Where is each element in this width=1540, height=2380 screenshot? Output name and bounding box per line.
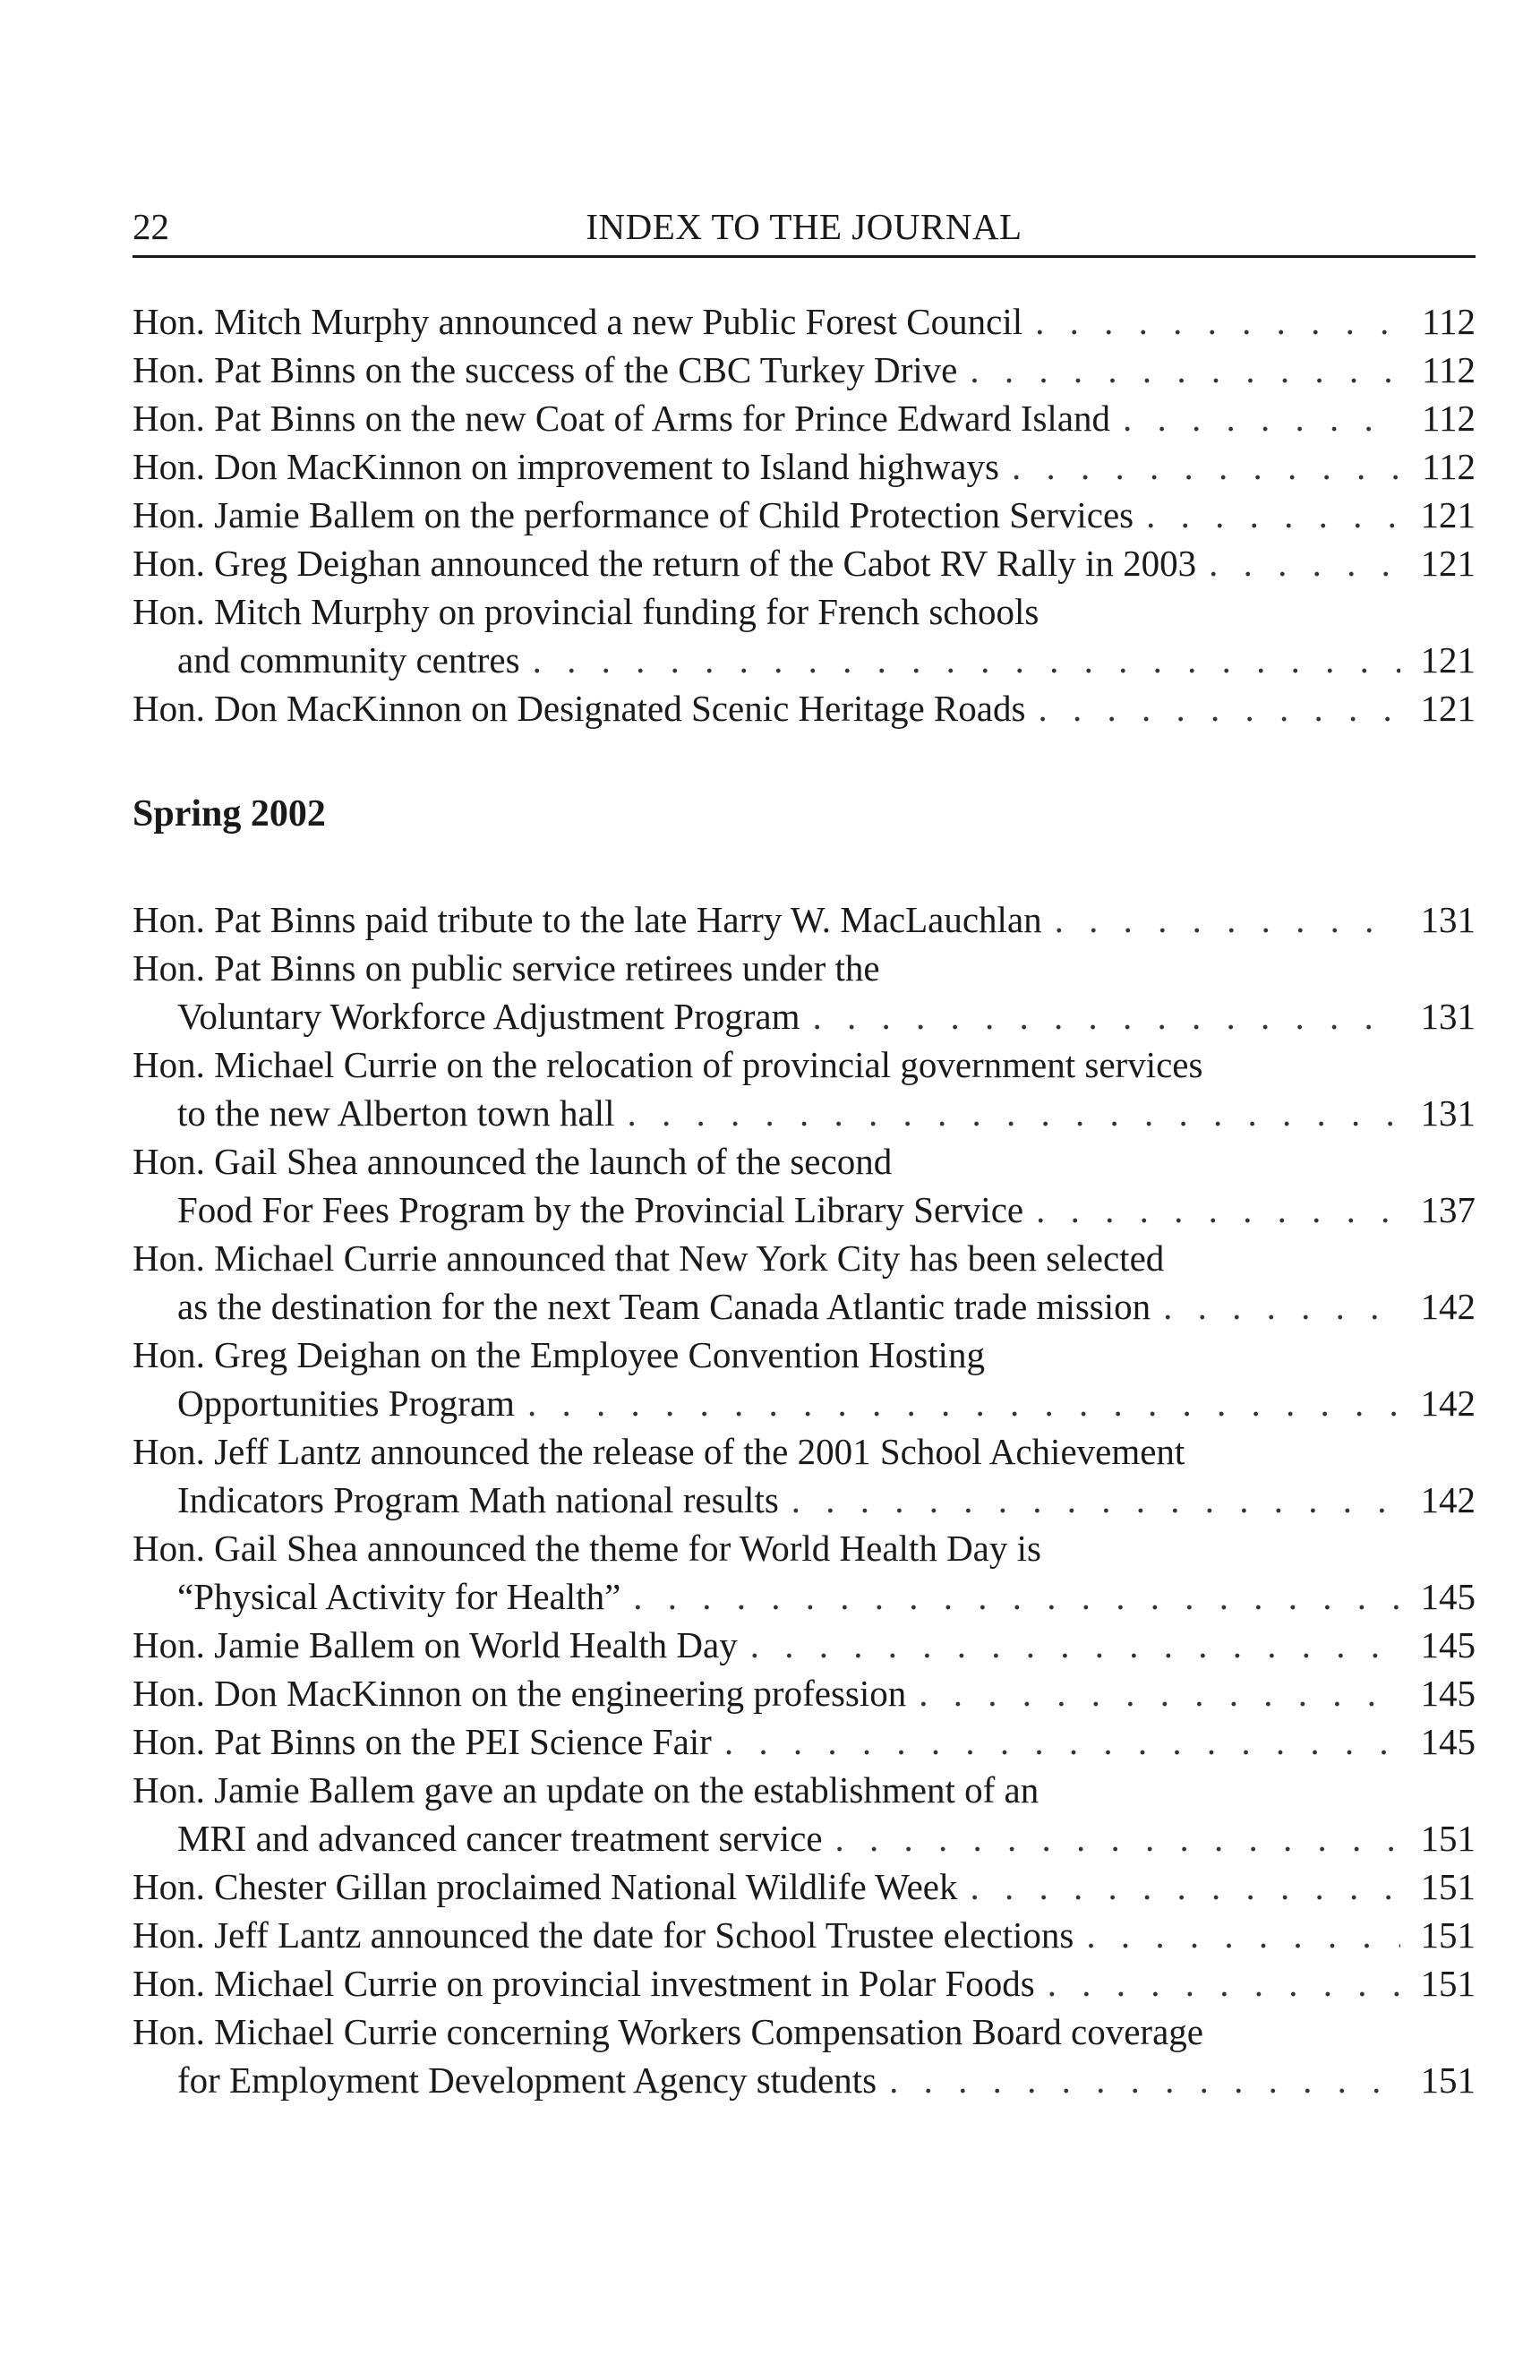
index-entry-list [133, 895, 1476, 2104]
entry-text: Hon. Jamie Ballem gave an update on the establishment of an [133, 1769, 1040, 1811]
entry-text: Hon. Don MacKinnon on Designated Scenic Heritage Roads [133, 688, 1026, 729]
dot-leader [1012, 442, 1400, 491]
entry-text: Hon. Mitch Murphy announced a new Public Forest Council [133, 301, 1023, 342]
index-section [133, 297, 1476, 732]
entry-first-line [133, 1959, 1476, 2008]
entry-first-line [133, 1717, 1476, 1766]
index-entry [133, 1717, 1476, 1766]
dot-leader [970, 346, 1400, 394]
dot-leader [919, 1669, 1400, 1717]
entry-page-number: 145 [1420, 1673, 1476, 1714]
entry-page-number: 142 [1420, 1479, 1476, 1520]
entry-continuation-line [133, 1379, 1476, 1427]
entry-continuation-line [133, 1282, 1476, 1331]
entry-first-line [133, 684, 1476, 732]
entry-text: Indicators Program Math national results [177, 1479, 779, 1520]
dot-leader [527, 1379, 1400, 1427]
entry-text: Hon. Pat Binns on the new Coat of Arms for Prince Edward Island [133, 398, 1111, 439]
index-entry [133, 587, 1476, 684]
dot-leader [835, 1814, 1400, 1862]
entry-page-number: 131 [1420, 996, 1476, 1037]
entry-text: Hon. Michael Currie concerning Workers Compensation Board coverage [133, 2011, 1203, 2052]
dot-leader [724, 1717, 1400, 1766]
entry-text: Hon. Jeff Lantz announced the release of the 2001 School Achievement [133, 1431, 1185, 1472]
entry-page-number: 112 [1422, 398, 1476, 439]
entry-text: Food For Fees Program by the Provincial Library Service [177, 1189, 1024, 1230]
page-header [133, 201, 1476, 258]
entry-page-number: 131 [1420, 1092, 1476, 1134]
entry-page-number: 112 [1422, 446, 1476, 487]
entry-text: as the destination for the next Team Canada Atlantic trade mission [177, 1286, 1151, 1327]
dot-leader [1146, 491, 1400, 539]
index-entry [133, 346, 1476, 394]
index-entry [133, 442, 1476, 491]
index-entry [133, 1234, 1476, 1331]
dot-leader [1086, 1911, 1400, 1959]
entry-text: and community centres [177, 639, 520, 681]
entry-text: Hon. Pat Binns paid tribute to the late Harry W. MacLauchlan [133, 899, 1042, 940]
entry-first-line [133, 1234, 1476, 1282]
index-entry [133, 1137, 1476, 1234]
dot-leader [1035, 297, 1400, 346]
index-entry [133, 1911, 1476, 1959]
index-entry [133, 394, 1476, 442]
entry-first-line [133, 346, 1476, 394]
dot-leader [813, 992, 1401, 1040]
entry-text: Hon. Jeff Lantz announced the date for School Trustee elections [133, 1914, 1074, 1956]
entry-first-line [133, 1669, 1476, 1717]
entry-text: Hon. Michael Currie on provincial investment in Polar Foods [133, 1963, 1035, 2004]
index-entry [133, 1427, 1476, 1524]
index-sections [133, 297, 1476, 2104]
entry-page-number: 145 [1420, 1624, 1476, 1665]
entry-page-number: 121 [1420, 494, 1476, 535]
entry-page-number: 112 [1422, 349, 1476, 390]
dot-leader [1038, 684, 1400, 732]
index-entry [133, 895, 1476, 944]
entry-first-line [133, 394, 1476, 442]
index-entry [133, 1040, 1476, 1137]
entry-first-line [133, 2008, 1476, 2056]
entry-text: Hon. Pat Binns on the success of the CBC Turkey Drive [133, 349, 958, 390]
index-entry [133, 491, 1476, 539]
entry-first-line [133, 944, 1476, 992]
entry-text: Hon. Gail Shea announced the theme for World Health Day is [133, 1528, 1041, 1569]
entry-text: Hon. Jamie Ballem on the performance of Child Protection Services [133, 494, 1134, 535]
running-title: INDEX TO THE JOURNAL [586, 206, 1022, 247]
entry-text: Hon. Greg Deighan on the Employee Convention Hosting [133, 1334, 985, 1375]
entry-continuation-line [133, 992, 1476, 1040]
index-entry [133, 1331, 1476, 1427]
index-entry [133, 539, 1476, 587]
entry-text: Hon. Don MacKinnon on improvement to Island highways [133, 446, 999, 487]
index-entry [133, 1959, 1476, 2008]
entry-text: Hon. Pat Binns on the PEI Science Fair [133, 1721, 712, 1762]
entry-first-line [133, 1524, 1476, 1572]
index-entry [133, 1669, 1476, 1717]
entry-page-number: 121 [1420, 639, 1476, 681]
entry-page-number: 142 [1420, 1286, 1476, 1327]
entry-first-line [133, 587, 1476, 636]
entry-text: Hon. Pat Binns on public service retirees under the [133, 947, 880, 989]
dot-leader [1036, 1186, 1400, 1234]
entry-first-line [133, 1621, 1476, 1669]
entry-continuation-line [133, 1476, 1476, 1524]
entry-text: Hon. Chester Gillan proclaimed National Wildlife Week [133, 1866, 958, 1907]
entry-continuation-line [133, 1089, 1476, 1137]
entry-page-number: 142 [1420, 1383, 1476, 1424]
entry-first-line [133, 1427, 1476, 1476]
entry-text: for Employment Development Agency students [177, 2059, 877, 2101]
entry-first-line [133, 1040, 1476, 1089]
entry-page-number: 137 [1420, 1189, 1476, 1230]
index-entry [133, 297, 1476, 346]
entry-first-line [133, 442, 1476, 491]
index-entry [133, 1766, 1476, 1862]
entry-page-number: 145 [1420, 1576, 1476, 1617]
entry-text: MRI and advanced cancer treatment service [177, 1818, 823, 1859]
entry-text: Hon. Don MacKinnon on the engineering profession [133, 1673, 907, 1714]
entry-page-number: 112 [1422, 301, 1476, 342]
entry-text: Hon. Mitch Murphy on provincial funding for French schools [133, 591, 1040, 632]
dot-leader [533, 636, 1400, 684]
entry-page-number: 121 [1420, 543, 1476, 584]
entry-page-number: 145 [1420, 1721, 1476, 1762]
entry-text: Voluntary Workforce Adjustment Program [177, 996, 800, 1037]
dot-leader [1163, 1282, 1400, 1331]
entry-continuation-line [133, 1814, 1476, 1862]
index-entry [133, 1621, 1476, 1669]
entry-text: Hon. Greg Deighan announced the return of the Cabot RV Rally in 2003 [133, 543, 1197, 584]
index-entry-list [133, 297, 1476, 732]
entry-page-number: 151 [1420, 1963, 1476, 2004]
dot-leader [970, 1862, 1400, 1911]
entry-first-line [133, 1137, 1476, 1186]
index-entry [133, 1524, 1476, 1621]
dot-leader [889, 2056, 1400, 2104]
entry-text: “Physical Activity for Health” [177, 1576, 621, 1617]
entry-page-number: 151 [1420, 1866, 1476, 1907]
entry-text: Hon. Michael Currie on the relocation of provincial government services [133, 1044, 1203, 1085]
dot-leader [1123, 394, 1400, 442]
entry-continuation-line [133, 2056, 1476, 2104]
entry-continuation-line [133, 636, 1476, 684]
index-section [133, 790, 1476, 2104]
entry-page-number: 151 [1420, 1914, 1476, 1956]
entry-first-line [133, 1331, 1476, 1379]
page-number: 22 [133, 206, 169, 247]
entry-page-number: 151 [1420, 1818, 1476, 1859]
entry-text: Hon. Gail Shea announced the launch of the second [133, 1141, 893, 1182]
entry-first-line [133, 895, 1476, 944]
entry-continuation-line [133, 1572, 1476, 1621]
entry-first-line [133, 491, 1476, 539]
entry-text: to the new Alberton town hall [177, 1092, 615, 1134]
entry-first-line [133, 539, 1476, 587]
dot-leader [1209, 539, 1400, 587]
entry-text: Hon. Jamie Ballem on World Health Day [133, 1624, 738, 1665]
index-page [133, 201, 1476, 2104]
entry-page-number: 151 [1420, 2059, 1476, 2101]
entry-first-line [133, 1766, 1476, 1814]
entry-text: Hon. Michael Currie announced that New York City has been selected [133, 1237, 1165, 1279]
index-entry [133, 2008, 1476, 2104]
dot-leader [791, 1476, 1400, 1524]
dot-leader [750, 1621, 1400, 1669]
entry-page-number: 131 [1420, 899, 1476, 940]
entry-first-line [133, 1862, 1476, 1911]
entry-first-line [133, 1911, 1476, 1959]
dot-leader [628, 1089, 1401, 1137]
index-entry [133, 944, 1476, 1040]
dot-leader [1055, 895, 1400, 944]
index-entry [133, 1862, 1476, 1911]
section-heading: Spring 2002 [133, 793, 326, 835]
entry-text: Opportunities Program [177, 1383, 515, 1424]
entry-first-line [133, 297, 1476, 346]
entry-continuation-line [133, 1186, 1476, 1234]
dot-leader [1048, 1959, 1400, 2008]
dot-leader [633, 1572, 1400, 1621]
index-entry [133, 684, 1476, 732]
entry-page-number: 121 [1420, 688, 1476, 729]
